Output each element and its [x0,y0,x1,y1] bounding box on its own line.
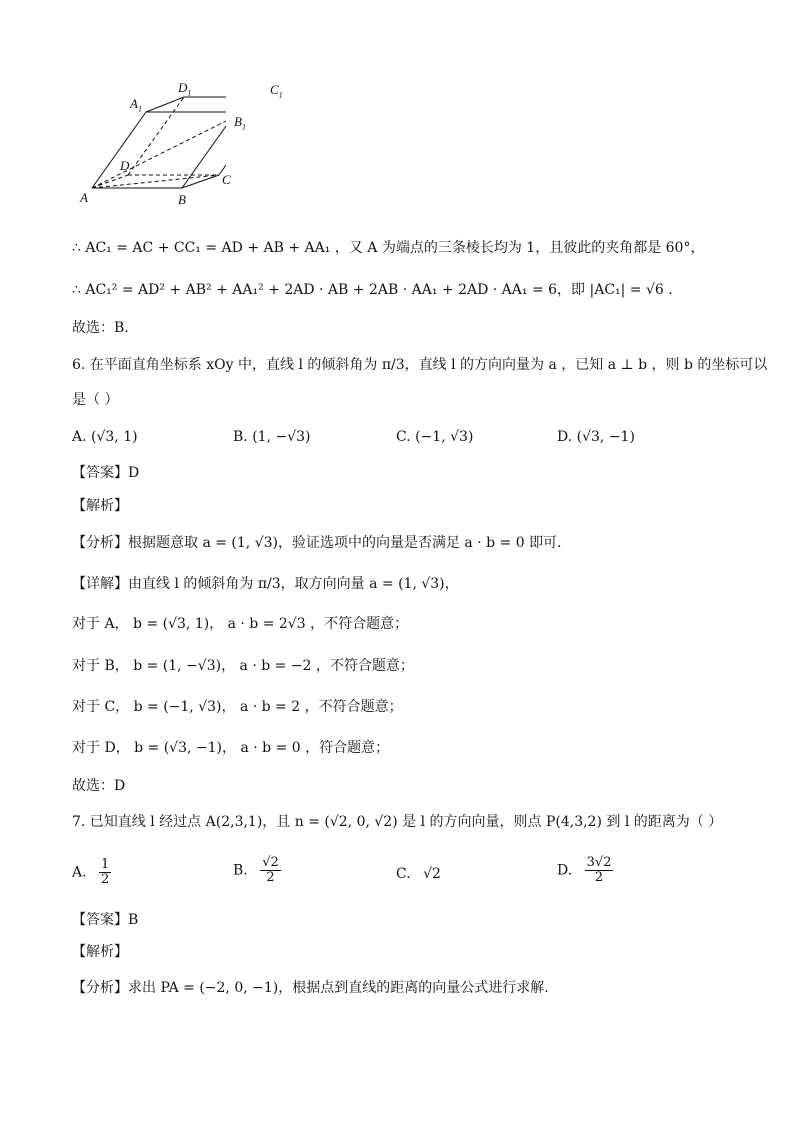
solution-line-2: ∴ AC₁² = AD² + AB² + AA₁² + 2AD · AB + 2AB · AA₁ + 2AD · AA₁ = 6，即 |AC₁| = √6 . [72,282,673,298]
q7-answer: 【答案】B [72,912,139,928]
label-A1: $A_1$ [130,96,142,114]
q6-detail: 【详解】由直线 l 的倾斜角为 π/3，取方向向量 a = (1, √3)， [72,576,459,592]
q7-analysis: 【分析】求出 PA = (−2, 0, −1)，根据点到直线的距离的向量公式进行求解. [72,980,549,996]
q7-b-den: 2 [266,870,275,885]
question-7-text: 7. 已知直线 l 经过点 A(2,3,1)，且 n = (√2, 0, √2) 是 l 的方向向量，则点 P(4,3,2) 到 l 的距离为（ ） [72,814,723,830]
label-B1: $B_1$ [234,114,246,132]
q6-answer: 【答案】D [72,465,140,481]
solution-line-1: ∴ AC₁ = AC + CC₁ = AD + AB + AA₁ ，又 A 为端点的三条棱长均为 1，且彼此的夹角都是 60°， [72,240,705,256]
q6-detail-a: 对于 A， b = (√3, 1)， a · b = 2√3 ，不符合题意； [72,616,409,632]
q6-analysis: 【分析】根据题意取 a = (1, √3)，验证选项中的向量是否满足 a · b = 0 即可. [72,535,562,551]
q7-d-num: 3√2 [586,855,612,870]
q6-analysis-heading: 【解析】 [72,498,128,514]
q7-b-num: √2 [262,855,279,870]
q7-option-c-label: C. [396,866,411,882]
q7-a-den: 2 [101,872,110,887]
q6-option-b: B. (1, −√3) [233,429,311,445]
q7-option-d-frac [585,856,614,885]
q6-detail-c: 对于 C， b = (−1, √3)， a · b = 2 ，不符合题意； [72,699,403,715]
q7-option-c [396,864,441,884]
q6-option-c: C. (−1, √3) [396,429,474,445]
question-6-text: 6. 在平面直角坐标系 xOy 中，直线 l 的倾斜角为 π/3，直线 l 的方向向量为 a ，已知 a ⊥ b ，则 b 的坐标可以 [72,357,768,373]
q7-option-b [233,856,281,885]
label-C: C [222,172,231,187]
q6-detail-b: 对于 B， b = (1, −√3)， a · b = −2 ，不符合题意； [72,658,414,674]
label-B: B [178,192,186,207]
q6-option-d: D. (√3, −1) [557,429,635,445]
q6-choice: 故选：D [72,778,126,794]
question-6-text-cont: 是（ ） [72,392,119,408]
label-C1: $C_1$ [270,82,283,100]
q7-option-b-frac [260,856,281,885]
q7-option-a-label: A. [72,864,87,881]
q7-option-d-label: D. [557,862,573,879]
figure-labels [76,78,296,218]
q7-option-a [72,858,111,887]
q6-option-a: A. (√3, 1) [72,429,138,445]
choice-line: 故选：B. [72,320,129,336]
q7-a-num: 1 [101,857,110,872]
q6-detail-d: 对于 D， b = (√3, −1)， a · b = 0 ，符合题意； [72,740,390,756]
label-D1: $D_1$ [178,80,192,98]
q7-option-b-label: B. [233,862,248,879]
q7-c-value: √2 [423,866,441,882]
label-D: D [120,158,130,173]
q7-option-d [557,856,613,885]
q7-option-a-frac [99,858,111,887]
q7-analysis-heading: 【解析】 [72,944,128,960]
q7-d-den: 2 [594,870,604,885]
label-A: A [80,190,88,205]
